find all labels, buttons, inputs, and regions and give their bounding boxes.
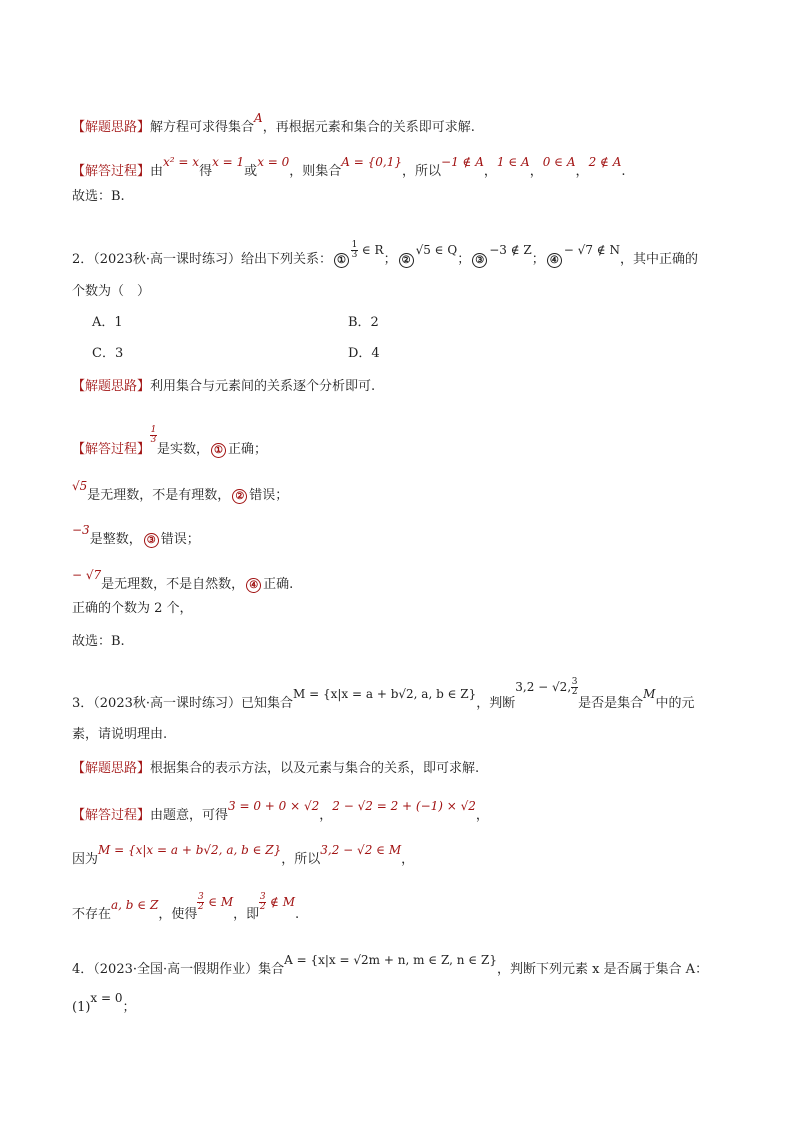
- text: 或: [244, 164, 258, 179]
- q2-process-line-3: [72, 523, 200, 549]
- math: x = 1: [212, 155, 245, 169]
- circled-number: ④: [547, 253, 562, 268]
- text: 是实数，: [157, 442, 210, 457]
- option-b: B．2: [348, 315, 379, 330]
- question-source: （2023·全国·高一假期作业）集合: [93, 962, 285, 977]
- process-label: 【解答过程】: [72, 808, 151, 823]
- q2-process-line-2: [72, 479, 289, 505]
- q2-stem-line-1: 2．（2023秋·高一课时练习）给出下列关系： ① $\frac{1}{3}$ ∈ R； ②√5 ∈ Q； ③−3 ∉ Z； ④− √7 ∉ N，其中正确的: [72, 240, 698, 267]
- math: A = {0,1}: [341, 155, 402, 169]
- text: 中的元: [655, 696, 695, 711]
- question-number: 2．: [72, 252, 94, 267]
- math: √5: [72, 479, 88, 493]
- text: 利用集合与元素间的关系逐个分析即可.: [150, 379, 376, 394]
- math: 0 ∈ A: [542, 155, 576, 169]
- q2-count-line: 正确的个数为 2 个，: [72, 601, 193, 616]
- circled-number: ④: [246, 578, 261, 593]
- question-source: （2023秋·高一课时练习）已知集合: [93, 696, 293, 711]
- circled-number: ③: [144, 533, 159, 548]
- math: ∉ M: [270, 895, 295, 909]
- question-source: （2023秋·高一课时练习）给出下列关系：: [93, 252, 332, 267]
- text: ，所以: [402, 164, 442, 179]
- text: ；: [122, 1000, 136, 1015]
- text: 是整数，: [89, 532, 142, 547]
- thought-label: 【解题思路】: [72, 761, 151, 776]
- math-var: M: [643, 687, 656, 701]
- math: A = {x|x = √2m + n, m ∈ Z, n ∈ Z}: [284, 953, 497, 967]
- circled-number: ②: [232, 489, 247, 504]
- math: 1 ∈ A: [496, 155, 530, 169]
- q4-stem-line-1: [72, 953, 709, 979]
- text: ，判断下列元素 x 是否属于集合 A：: [496, 962, 709, 977]
- math: −3 ∉ Z: [489, 243, 532, 257]
- math: M = {x|x = a + b√2, a, b ∈ Z}: [293, 687, 477, 701]
- text: ，: [319, 808, 333, 823]
- text: 正确；: [228, 442, 268, 457]
- text: 解方程可求得集合: [150, 120, 255, 135]
- math: −1 ∉ A: [441, 155, 484, 169]
- process-label: 【解答过程】: [72, 442, 151, 457]
- text: 得: [199, 164, 213, 179]
- math: − √7 ∉ N: [563, 243, 620, 257]
- text: 正确.: [263, 577, 294, 592]
- circled-number: ③: [472, 253, 487, 268]
- text: 错误；: [160, 532, 200, 547]
- text: ，再根据元素和集合的关系即可求解.: [262, 120, 475, 135]
- math: 3,2 − √2 ∈ M: [320, 843, 402, 857]
- q3-stem-line-2: 素，请说明理由.: [72, 727, 168, 742]
- text: ，即: [233, 907, 260, 922]
- option-d: D．4: [348, 346, 380, 361]
- text: 是无理数，不是有理数，: [87, 488, 231, 503]
- math: a, b ∈ Z: [111, 898, 159, 912]
- math-var: A: [254, 111, 263, 125]
- math: ∈ M: [208, 895, 234, 909]
- math: ∈ R: [361, 243, 384, 257]
- fraction-three-halves: $\frac{3}{2}$: [259, 892, 266, 912]
- text: 根据集合的表示方法，以及元素与集合的关系，即可求解.: [150, 761, 480, 776]
- q3-process-line-2: [72, 843, 415, 869]
- fraction-one-third: $\frac{1}{3}$: [351, 240, 358, 260]
- q3-process-line-3: [72, 892, 300, 924]
- math: 2 − √2 = 2 + (−1) × √2: [332, 799, 476, 813]
- option-c: C．3: [92, 346, 124, 361]
- text: ，所以: [281, 852, 321, 867]
- text: 因为: [72, 852, 99, 867]
- process-line-1: 【解答过程】由x² = x得x = 1或x = 0，则集合A = {0,1}，所以−1 ∉ A，1 ∈ A，0 ∈ A，2 ∉ A.: [72, 155, 626, 179]
- math: x = 0: [257, 155, 290, 169]
- q2-thought-line: [72, 378, 375, 396]
- fraction-three-halves: $\frac{3}{2}$: [197, 892, 204, 912]
- process-label: 【解答过程】: [72, 164, 151, 179]
- math: x = 0: [90, 991, 123, 1005]
- question-number: 4．: [72, 962, 94, 977]
- part-number: (1): [72, 1000, 91, 1015]
- text: 错误；: [249, 488, 289, 503]
- text: 是否是集合: [578, 696, 644, 711]
- q3-thought-line: [72, 760, 479, 778]
- math: 3 = 0 + 0 × √2: [228, 799, 320, 813]
- q2-process-line-1: [72, 425, 268, 459]
- math: − √7: [72, 568, 102, 582]
- q3-stem-line-1: [72, 677, 695, 713]
- text: ，: [475, 808, 489, 823]
- text: .: [295, 907, 300, 922]
- answer-line: 故选：B.: [72, 189, 125, 204]
- q3-process-line-1: [72, 799, 489, 825]
- fraction-three-halves: $\frac{3}{2}$: [571, 677, 578, 697]
- text: ，则集合: [289, 164, 342, 179]
- math: M = {x|x = a + b√2, a, b ∈ Z}: [98, 843, 282, 857]
- math: −3: [72, 523, 90, 537]
- text: ，判断: [476, 696, 516, 711]
- circled-number: ②: [399, 253, 414, 268]
- math: 3,2 − √2,: [515, 680, 572, 694]
- math: x² = x: [163, 155, 200, 169]
- q2-answer-line: 故选：B.: [72, 634, 125, 649]
- text: ，: [401, 852, 415, 867]
- question-number: 3．: [72, 696, 94, 711]
- thought-label: 【解题思路】: [72, 120, 151, 135]
- option-a: A．1: [92, 315, 123, 330]
- q2-stem-line-2: 个数为（ ）: [72, 284, 151, 299]
- text: 由题意，可得: [150, 808, 229, 823]
- math: 2 ∉ A: [588, 155, 622, 169]
- q2-process-line-4: [72, 568, 294, 594]
- text: ，其中正确的: [619, 252, 698, 267]
- text: 不存在: [72, 907, 112, 922]
- math: √5 ∈ Q: [415, 243, 458, 257]
- circled-number: ①: [211, 443, 226, 458]
- fraction-one-third: $\frac{1}{3}$: [150, 425, 157, 445]
- thought-line-1: [72, 111, 475, 137]
- q4-part-1: [72, 991, 136, 1017]
- text: ，使得: [158, 907, 198, 922]
- text: 是无理数，不是自然数，: [101, 577, 245, 592]
- circled-number: ①: [334, 253, 349, 268]
- thought-label: 【解题思路】: [72, 379, 151, 394]
- text: 由: [150, 164, 164, 179]
